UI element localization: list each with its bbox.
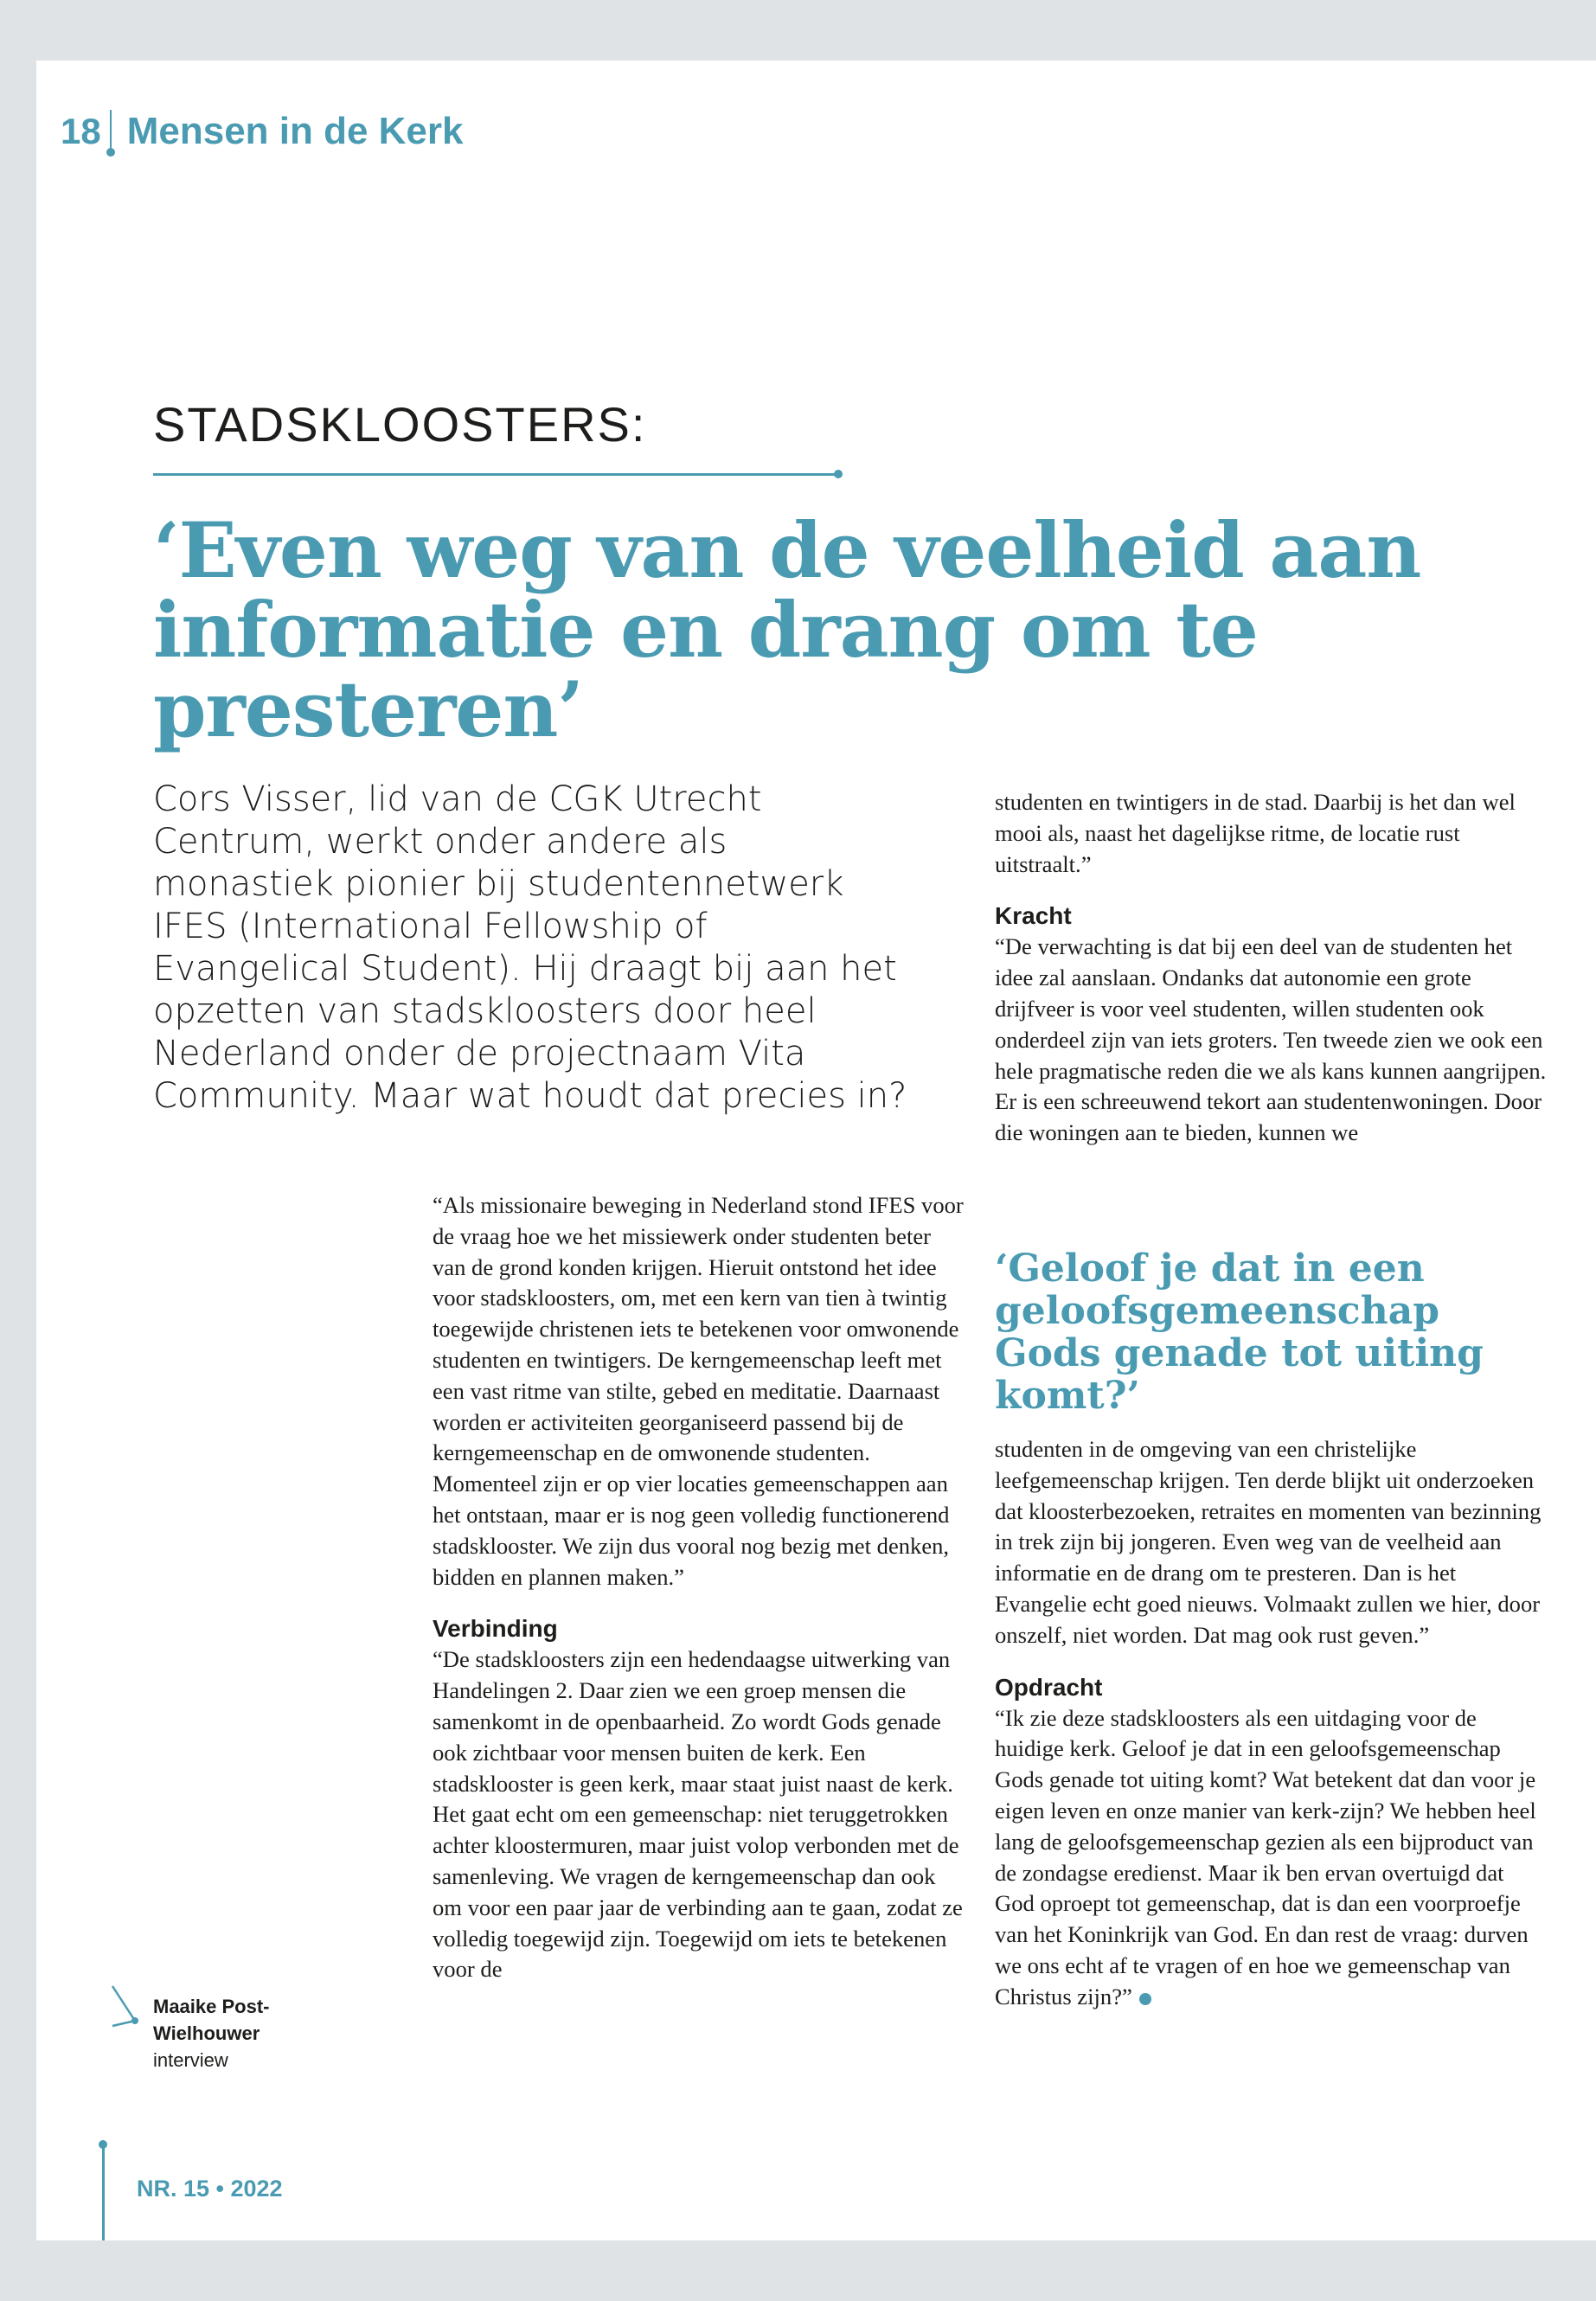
subheading-opdracht: Opdracht: [995, 1673, 1103, 1701]
body-paragraph: studenten in de omgeving van een christelijke leefgemeenschap krijgen. Ten derde blijkt uit onderzoeken dat kloosterbezoeken, retraites en momenten van bezinning in trek zijn bij jongeren. Even weg van de veelheid aan informatie en de drang om te presteren. Dan is het Evangelie echt goed nieuws. Volmaakt zullen we hier, door onszelf, niet worden. Dat mag ook rust geven.”: [995, 1436, 1542, 1648]
body-paragraph: “De stadskloosters zijn een hedendaagse uitwerking van Handelingen 2. Daar zien we een groep mensen die samenkomt in de openbaarheid. Zo wordt Gods genade ook zichtbaar voor mensen buiten de kerk. Een stadsklooster is geen kerk, maar staat juist naast de kerk. Het gaat echt om een gemeenschap: niet teruggetrokken achter kloostermuren, maar juist volop verbonden met de samenleving. We vragen de kerngemeenschap dan ook om voor een paar jaar de verbinding aan te gaan, zodat ze volledig toegewijd zijn. Toegewijd om iets te betekenen voor de: [433, 1646, 963, 1983]
column-right-top: [995, 787, 1548, 1149]
header-divider: [110, 110, 112, 153]
page-footer: [104, 2157, 283, 2220]
column-left: [433, 1190, 969, 1985]
author-role: interview: [153, 2049, 228, 2071]
body-paragraph: “De verwachting is dat bij een deel van de studenten het idee zal aanslaan. Ondanks dat autonomie een grote drijfveer is voor veel studenten, willen studenten ook onderdeel zijn van iets groters. Ten tweede zien we ook een hele pragmatische reden die we als kans kunnen aangrijpen. Er is een schreeuwend tekort aan studentenwoningen. Door die woningen aan te bieden, kunnen we: [995, 933, 1547, 1146]
pull-quote: ‘Geloof je dat in een geloofsgemeenschap Gods genade tot uiting komt?’: [995, 1247, 1484, 1418]
column-right-bottom: [995, 1434, 1548, 2013]
section-title: Mensen in de Kerk: [126, 110, 464, 152]
closing-paragraph-text: “Ik zie deze stadskloosters als een uitdaging voor de huidige kerk. Geloof je dat in een geloofsgemeenschap Gods genade tot uiting komt? Wat betekent dat dan voor je eigen leven en onze manier van kerk-zijn? We hebben heel lang de geloofsgemeenschap gezien als een bijproduct van de zondagse eredienst. Maar ik ben ervan overtuigd dat God oproept tot gemeenschap, dat is dan een voorproefje van het Koninkrijk van God. En dan rest de vraag: durven we ons echt af te vragen of en hoe we gemeenschap van Christus zijn?”: [995, 1704, 1536, 2009]
body-paragraph: “Als missionaire beweging in Nederland stond IFES voor de vraag hoe we het missiewerk onder studenten beter van de grond konden krijgen. Hieruit ontstond het idee voor stadskloosters, om, met een kern van tien à twintig toegewijde christenen iets te betekenen voor omwonende studenten en twintigers. De kerngemeenschap leeft met een vast ritme van stilte, gebed en meditatie. Daarnaast worden er activiteiten georganiseerd passend bij de kerngemeenschap en de omwonende studenten. Momenteel zijn er op vier locaties gemeenschappen aan het ontstaan, maar er is nog geen volledig functionerend stadsklooster. We zijn dus vooral nog bezig met denken, bidden en plannen maken.”: [433, 1192, 964, 1590]
end-mark-icon: [1139, 1993, 1151, 2005]
issue-number: NR. 15 • 2022: [137, 2175, 283, 2202]
author-credit: [153, 1993, 270, 2073]
article-kicker: STADSKLOOSTERS:: [153, 397, 647, 452]
author-name-line1: Maaike Post-: [153, 1996, 270, 2017]
kicker-rule: [153, 473, 839, 476]
magazine-page: [36, 61, 1596, 2240]
footer-line: [102, 2144, 105, 2240]
page-number: 18: [61, 111, 101, 151]
article-intro: Cors Visser, lid van de CGK Utrecht Centrum, werkt onder andere als monastiek pionier bij studentennetwerk IFES (International Fellowship of Evangelical Student). Hij draagt bij aan het opzetten van stadskloosters door heel Nederland onder de projectnaam Vita Community. Maar wat houdt dat precies in?: [153, 779, 907, 1116]
page-header: [61, 97, 464, 166]
credit-arrow-icon: [109, 1983, 144, 2035]
subheading-verbinding: Verbinding: [433, 1615, 558, 1643]
body-paragraph: studenten en twintigers in de stad. Daarbij is het dan wel mooi als, naast het dagelijkse ritme, de locatie rust uitstraalt.”: [995, 789, 1516, 877]
body-paragraph: [995, 1703, 1548, 2013]
article-headline: ‘Even weg van de veelheid aan informatie en drang om te presteren’: [153, 505, 1421, 754]
subheading-kracht: Kracht: [995, 902, 1072, 930]
author-name-line2: Wielhouwer: [153, 2022, 260, 2044]
